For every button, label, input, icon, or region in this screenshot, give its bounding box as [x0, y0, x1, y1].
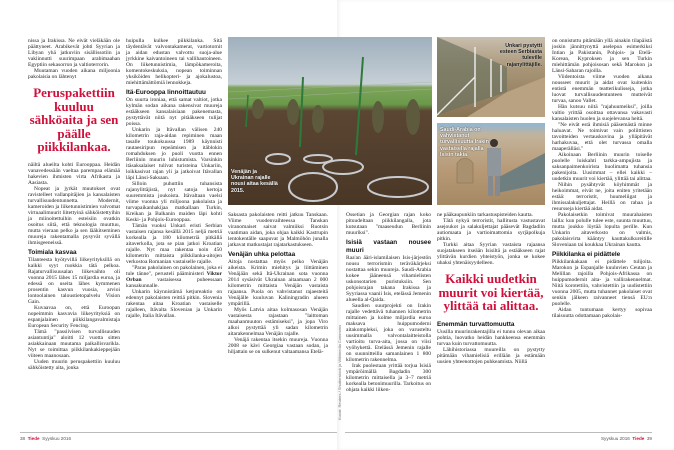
body-paragraph: nissa ja Irakissa. Ne eivät vieläkään ole päättyneet. Arabikevät johti Syyrian ja Libyan yhä jatkuviin sisällissotiin ja vakiinnutti suurimpaan arabimaahan Egyptiin sekasorron ja valtioterrorin. — [28, 38, 120, 68]
body-paragraph: Ossetian ja Georgian rajan koko pituudeltaan piikkilangalla, jota kutsutaan "maaseudun Berliinin muuriksi". — [346, 212, 431, 236]
person-name: Viktor Orban — [126, 271, 222, 283]
body-paragraph: Nopeat ja jyrkät muutokset ovat ravistelleet vallanpitäjien ja kansalaisten turvallisuudentunnetta. Modernit, kameroiden ja liiketunnistimien valvomat virtuaalimuurit liitettyinä sähköistettyihin ja miinoitettuihin esteisiin ovatkin osoitus siitä, että teknologia muuttuu, mutta vieraan pelko ja sen lääkitseminen muureja rakentamalla pysyvät syvällä ihmisgeeneissä. — [28, 185, 120, 246]
footer-rule — [20, 432, 337, 433]
body-paragraph: ne pääkaupunkiin tarkastuspisteiden kautta. — [437, 212, 533, 218]
article-column-2 — [126, 38, 222, 319]
body-paragraph: Muutaman vuoden aikana miljoonia pakolaisia on lähtenyt — [28, 68, 120, 80]
body-paragraph: Hän kutsuu niitä "rajahuumeiksi", joilla valtio yrittää osoittaa ottavansa vakavasti kansalaisten huolen ja suojelevansa heitä. — [552, 104, 652, 122]
article-column-4 — [346, 212, 431, 393]
body-paragraph: Saksasta pakolaisten reitti jatkuu Tanskaan. Viime vuodenvaihteessa Tanskan viranomaiset saivat valmiiksi Ruotsin vaatiman aidan, joka ohjaa kaikki Kastrupin lentokentälle saapuvat ja Malmöhön junalla jatkavat matkustajat rajatarkastukseen. — [228, 212, 328, 248]
body-paragraph: Niihin pysähtyvät köyhimmät ja heikoimmat, eivät ne, joita eniten yritetään estää: terroristit, huumeliigat ja ihmissalakuljettajat. Heillä on rahaa ja resursseja kiertää aidat. — [552, 182, 652, 212]
body-paragraph: Tätä nykyä terroristit, hallitusta vastustavat asejoukot ja salakuljettajat pääsevät Bagdadiin autiomaata ja vartioimattomia syrjäpolkuja pitkin. — [437, 218, 545, 242]
body-paragraph: Raa'an ääri-islamilaisen Isis-järjestön nousu terrorismin teräväkärjeksi nostattaa sekin muureja. Saudi-Arabia kokee jääneensä vihamielisten uskonsotarien puristuksiin. Sen pohjoisrajan takana Irakissa ja Syyriassa vaanii Isis, etelässä Jemenin alueella al-Qaida. — [346, 255, 431, 303]
body-paragraph: huipulla kulkee piikkilanka. Sitä täydentävät valvontakamerat, vartiotornit ja aidan edustan valvottu suoja-alue jyrkkine kaivantoineen tai vallihautoineen. On liiketunnistimia, lämpökameroita, komentokeskuksia, nopean toiminnan yksiköiden helikopteri- ja ajokalustoa, miehittämättömiä lennokkeja. — [126, 38, 222, 86]
section-heading: Enemmän turvattomuutta — [437, 320, 515, 328]
section-heading: Piikkilanka ei pidättele — [552, 251, 621, 258]
article-column-1 — [28, 38, 120, 371]
section-heading: Toimiala kasvaa — [28, 248, 77, 256]
magazine-name: Tiede — [27, 436, 40, 441]
body-paragraph: Myös Latvia aitaa kolmasosan Venäjän vastaisesta rajastaan "laittoman maahanmuuton estämiseksi", ja jopa Viro alkoi pystyttää yli sadan kilometrin aitarakennelmaa Venäjän rajalle. — [228, 307, 328, 337]
body-paragraph: on onnistuttu pitämään yllä ainakin tilapäistä joskin jännittynyttä aselepoa esimerkiksi Intian ja Pakistanin, Pohjois- ja Etelä-Korean, Kyproksen ja sen Turkin miehittämän pohjoisosan sekä Marokon ja Länsi-Saharan rajoilla. — [552, 38, 652, 74]
body-paragraph: Unkarin ja Itävallan välisen 240 kilometrin raja-aidan repiminen maan tasalle toukokuussa 1989 käynnisti rautaesiripun repeämisen ja itäblokin romahduksen jo puoli vuotta ennen Berliinin muurin luhistumista. Varsinkin itäsaksalaiset tulivat turisteina Unkariin, loikkasivat rajan yli ja jatkoivat Itävallan läpi Länsi-Saksaan. — [126, 127, 222, 181]
body-paragraph: Tämä "passiivisen turvallisuuden asiantuntija" aloitti 12 vuotta sitten asiakkainaan muutama paikallisvarikla. Nyt se toimittaa piikkilankakieppejään viiteen maanosaan. — [28, 328, 120, 359]
body-paragraph: Aitoja nostattaa myös pelko Venäjän aikeista. Krimin miehitys ja liittäminen Venäjään sekä Itä-Ukrainan sota vuonna 2014 sysäsivät Ukrainan aitaamaan 2 000 kilometrin mittaista Venäjän vastaista rajaansa. Puola on vahvistanut rajaesteitä Venäjälle kuuluvan Kaliningradin alueen ympärillä. — [228, 259, 328, 307]
body-paragraph: Tilanteesta hyötyvillä liikeyrityksillä on kaikki syyt ruokkia tätä pelkoa. Rajaturvallisuusalan liikevaihto oli vuonna 2015 lähes 15 miljardia euroa, ja edessä on useita lähes kymmenen prosentin kasvun vuosia, arvioi lontoolainen taloustietopalvelu Vision Gain. — [28, 256, 120, 305]
body-paragraph: Tämän vuoksi Unkari eristi Serbian vastaisen rajansa kesällä 2015 neljä metriä korkealla ja 180 kilometriä pitkällä aitaverkolla, jota se pian jatkoi Kroatian rajalle. Nyt maa rakentaa noin 450 kilometrin mittaista piikkilanka-aitojen verkostoa Romanian vastaiselle rajalle. — [126, 223, 222, 265]
body-paragraph: Saudien suurprojekti on Irakin rajalle vedettävä tuhannen kilometrin mittainen ja kolme miljardia euroa maksava huippumoderni aitakompleksi, joka on varusteltu uusimmalla valvontalaitteistolla vartioitu turva-aita, jossa on viisi vyöhykettä. Etelässä Jemenin rajalle on suunnitteilla samanlainen 1 800 kilometrin rakennelma. — [346, 303, 431, 363]
quote-text: "Paras pakolainen on pakolainen, joka ei tule tänne", perusteli pääministeri — [126, 265, 222, 277]
article-column-6 — [552, 38, 652, 319]
photo-hungary-fence — [437, 37, 545, 117]
body-paragraph: Irak puolestaan yrittää torjua Isisiä ympäröimällä Bagdadin 300 kilometrin mittaisella ja 3–7 metriä korkealla betonimuurilla. Tarkoitus on ohjata kaikki liiken- — [346, 363, 431, 393]
body-paragraph: On suurta ironiaa, että samat valtiot, jotka kylmän sodan aikana rakensivat muureja estääkseen kansalaisiaan pakenemasta, pystyttävät niitä nyt pitääkseen tulijat poissa. — [126, 97, 222, 127]
photo-caption: Saudi-Arabia on vahvistanut turvallisuutta Irakin vastaisella rajalla Isisin takia. — [440, 127, 489, 158]
issue-date: Syyskuu 2016 — [600, 436, 630, 441]
left-page-footer — [20, 436, 71, 441]
right-page-footer — [601, 436, 652, 441]
body-paragraph: Silloin puhuttiin tuhansista rajanylittäjistä, nyt satoja kertoja suuremmista joukoista. Itävaltaan vaelsi viime vuonna yli miljoona pakolaista ja turvapaikanhakijaa matkallaan Turkin, Kreikan ja Balkanin maiden läpi kohti Keski- ja Pohjois-Eurooppaa. — [126, 181, 222, 223]
body-paragraph: "Ne eivät estä ihmisiä pääsemästä minne haluavat. Ne toimivat vain poliittisten tavoitteiden vertauskuvina ja ylläpitävät harhakuvaa, että olet turvassa omalla maaperälläsi." — [552, 122, 652, 152]
article-column-3 — [228, 212, 328, 355]
magazine-name: Tiede — [632, 436, 645, 441]
body-paragraph: Lähihistoriassa muureilla on pystytty pitämään vihamielisiä erillään ja estämään uusien yhteenottojen puhkeamista. Niillä — [437, 346, 545, 365]
page-number: 39 — [646, 436, 652, 441]
body-paragraph: Uusilla muurinrakentajilla ei tunnu olevan aikaa pohtia, luovatko heidän hankkeensa enemmän turvaa kuin turvattomuutta. — [437, 328, 545, 347]
photo-fence-building — [228, 37, 432, 205]
body-paragraph: Kuvaavaa on, että Euroopan nopeimmin kasvavia liikeyrityksiä on espanjalainen piikkilangavalmistaja European Security Fencing. — [28, 304, 120, 329]
photo-credit: Kuvat: Reuters / Shutterstock ja Wikimedia Commons — [337, 324, 342, 420]
body-paragraph: näiltä alueilta kohti Eurooppaa. Heidän vanavedessään vaeltaa parempaa elämää hakevien ihmisten virta Afrikasta ja Aasiasta. — [28, 161, 120, 186]
issue-date: Syyskuu 2016 — [42, 436, 72, 441]
body-paragraph: Venäjä rakentaa itsekin muureja. Vuonna 2008 se kävi Georgiaa vastaan sodan, ja hiljattain se on sulkenut valtaamansa Etelä- — [228, 337, 328, 355]
article-column-5 — [437, 212, 545, 365]
section-heading: Isisiä vastaan nousee muuri — [346, 239, 431, 254]
photo-caption: Venäjän ja Ukrainan rajalle nousi aitaa kesällä 2015. — [231, 169, 278, 194]
footer-rule — [345, 432, 652, 433]
photo-caption: Unkari pystytti esteen Serbiasta tuleville rajanylittäjille. — [499, 43, 542, 68]
body-paragraph: Aidan tuntumaan kertyy sopivaa tilaisuutta odottamaan pakolais- — [552, 307, 652, 319]
pull-quote: Peruspakettiin kuuluu sähköaita ja sen päälle piikkilankaa. — [29, 85, 119, 154]
body-paragraph: Unkarin käynnistämä ketjureaktio on edennyt pakolaisten reittiä pitkin. Slovenia rakentaa aitaa Kroatian vastaiselle rajalleen, Itävalta Slovenian ja Unkarin rajalle, Italia Itävallan. — [126, 289, 222, 319]
page-number: 38 — [20, 436, 26, 441]
body-paragraph — [126, 265, 222, 289]
photo-saudi-border — [437, 123, 545, 205]
pull-quote: Kaikki uudetkin muurit voi kiertää, ylittää tai alittaa. — [438, 271, 544, 313]
section-heading: Itä-Eurooppa linnoittautuu — [126, 89, 206, 96]
section-heading: Venäjän uhka pelottaa — [228, 251, 296, 258]
body-paragraph: Uuden muurin peruspakettiin kuuluu sähköistetty aita, jonka — [28, 358, 120, 371]
body-paragraph: Pakolaisetkin toimivat muurahaisten lailla: kun polulle tulee este, suunta muuttuu, mutta joukko löytää lopulta perille. Kun Unkarin aitaverkosto on valmis, pakolaisvirta kääntyy kauttakulkureitille Sloveniaan tai koukkaa Ukrainan kautta. — [552, 212, 652, 248]
body-paragraph: Piikkilankakaan ei pidättele tulijoita. Marokon ja Espanjalle kuuluvien Ceutan ja Melillan rajoilla Pohjois-Afrikassa on huippumodernit aita- ja vallirakennelmat. Niitä korotettiin, vahvistettiin ja uudistettiin vuonna 2005, mutta tuhannet pakolaiset ovat senkin jälkeen raivanneet tiensä EU:n puolelle. — [552, 259, 652, 307]
body-paragraph: Turkki aitaa Syyrian vastaista rajaansa suojatakseen itseään Isisiltä ja estääkseen rajat ylittävän kurdien yhteistyön, jonka se kokee uhaksi yhtenäisyydelleen. — [437, 242, 545, 266]
body-paragraph: Viidentoista viime vuoden aikana nousseet muurit ja aidat ovat kuitenkin entistä enemmän teatterikulisseja, jotka luovat turvallisuudentunteen mutteivät turvaa, sanoo Vallet. — [552, 74, 652, 104]
body-paragraph: Aikoinaan Berliinin muurin toiselle puolelle luiskahti tarkka-ampujista ja saksanpaimenkoirista huolimatta tuhansia pakenijoita. Uusimmat – ellei kaikki – uudetkin muurit voi kiertää, ylittää tai alittaa. — [552, 152, 652, 182]
quote-text: vastaisessa puheessaan kansakunnalle. — [126, 277, 222, 289]
